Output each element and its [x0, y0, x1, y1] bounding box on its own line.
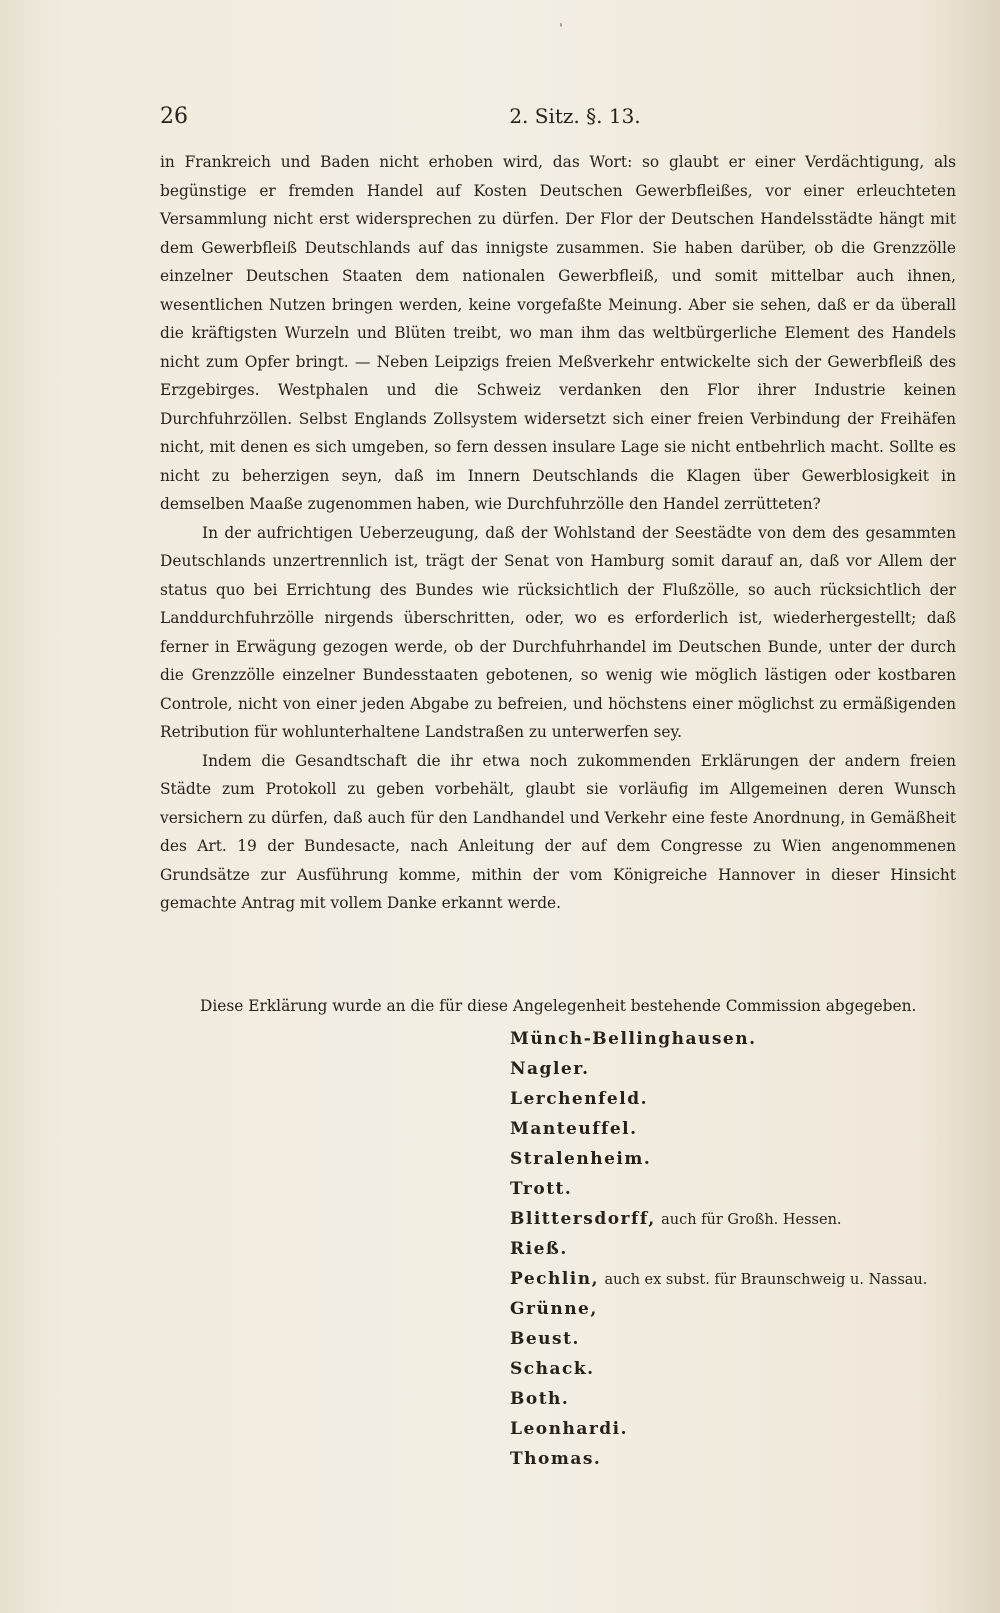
signature-item	[510, 1294, 970, 1324]
signature-list	[510, 1024, 970, 1474]
signature-item	[510, 1024, 970, 1054]
signature-item	[510, 1444, 970, 1474]
paragraph-3: Indem die Gesandtschaft die ihr etwa noch zukommenden Erklärungen der andern freien Städte zum Protokoll zu geben vorbehält, glaubt sie vorläufig im Allgemeinen deren Wunsch versichern zu dürfen, daß auch für den Landhandel und Verkehr eine feste Anordnung, in Gemäßheit des Art. 19 der Bundesacte, nach Anleitung der auf dem Congresse zu Wien angenommenen Grundsätze zur Ausführung komme, mithin der vom Königreiche Hannover in dieser Hinsicht gemachte Antrag mit vollem Danke erkannt werde.	[160, 751, 956, 912]
signature-item	[510, 1414, 970, 1444]
signature-name: Rieß.	[510, 1239, 568, 1259]
signature-item	[510, 1114, 970, 1144]
signature-item	[510, 1264, 970, 1294]
signature-item	[510, 1054, 970, 1084]
page-header	[160, 104, 950, 134]
signature-item	[510, 1384, 970, 1414]
signature-note: auch ex subst. für Braunschweig u. Nassau.	[604, 1272, 928, 1288]
signature-item	[510, 1324, 970, 1354]
signature-name: Beust.	[510, 1329, 580, 1349]
signature-item	[510, 1204, 970, 1234]
body-text	[160, 148, 956, 918]
paper-speck: ˈ	[559, 22, 563, 38]
signature-name: Pechlin,	[510, 1269, 600, 1289]
paragraph-1: in Frankreich und Baden nicht erhoben wird, das Wort: so glaubt er einer Verdächtigung, als begünstige er fremden Handel auf Kosten Deutschen Gewerbfleißes, vor einer erleuchteten Versammlung nicht erst widersprechen zu dürfen. Der Flor der Deutschen Handelsstädte hängt mit dem Gewerbfleiß Deutschlands auf das innigste zusammen. Sie haben darüber, ob die Grenzzölle einzelner Deutschen Staaten dem nationalen Gewerbfleiß, und somit mittelbar auch ihnen, wesentlichen Nutzen bringen werden, keine vorgefaßte Meinung. Aber sie sehen, daß er da überall die kräftigsten Wurzeln und Blüten treibt, wo man ihm das weltbürgerliche Element des Handels nicht zum Opfer bringt. — Neben Leipzigs freien Meßverkehr entwickelte sich der Gewerbfleiß des Erzgebirges. Westphalen und die Schweiz verdanken den Flor ihrer Industrie keinen Durchfuhrzöllen. Selbst Englands Zollsystem widersetzt sich einer freien Verbindung der Freihäfen nicht, mit denen es sich umgeben, so fern dessen insulare Lage sie nicht entbehrlich macht. Sollte es nicht zu beherzigen seyn, daß im Innern Deutschlands die Klagen über Gewerblosigkeit in demselben Maaße zugenommen haben, wie Durchfuhrzölle den Handel zerrütteten?	[160, 153, 956, 513]
signature-name: Lerchenfeld.	[510, 1089, 649, 1109]
closing-statement: Diese Erklärung wurde an die für diese Angelegenheit bestehende Commission abgegeben.	[200, 997, 917, 1015]
signature-name: Blittersdorff,	[510, 1209, 656, 1229]
signature-name: Manteuffel.	[510, 1119, 638, 1139]
signature-name: Stralenheim.	[510, 1149, 652, 1169]
signature-name: Münch-Bellinghausen.	[510, 1029, 757, 1049]
signature-name: Nagler.	[510, 1059, 590, 1079]
paragraph-2: In der aufrichtigen Ueberzeugung, daß der Wohlstand der Seestädte von dem des gesammten Deutschlands unzertrennlich ist, trägt der Senat von Hamburg somit darauf an, daß vor Allem der status quo bei Errichtung des Bundes wie rücksichtlich der Flußzölle, so auch rücksichtlich der Landdurchfuhrzölle nirgends überschritten, oder, wo es erforderlich ist, wiederhergestellt; daß ferner in Erwägung gezogen werde, ob der Durchfuhrhandel im Deutschen Bunde, unter der durch die Grenzzölle einzelner Bundesstaaten gebotenen, so wenig wie möglich lästigen oder kostbaren Controle, nicht von einer jeden Abgabe zu befreien, und höchstens einer möglichst zu ermäßigenden Retribution für wohlunterhaltene Landstraßen zu unterwerfen sey.	[160, 523, 956, 741]
running-head: 2. Sitz. §. 13.	[509, 104, 641, 128]
signature-name: Both.	[510, 1389, 570, 1409]
page-number: 26	[160, 104, 188, 129]
signature-item	[510, 1354, 970, 1384]
signature-name: Thomas.	[510, 1449, 602, 1469]
signature-note: auch für Großh. Hessen.	[661, 1212, 842, 1228]
signature-item	[510, 1144, 970, 1174]
signature-name: Grünne,	[510, 1299, 598, 1319]
signature-item	[510, 1084, 970, 1114]
signature-name: Trott.	[510, 1179, 573, 1199]
signature-item	[510, 1234, 970, 1264]
signature-name: Leonhardi.	[510, 1419, 629, 1439]
signature-name: Schack.	[510, 1359, 595, 1379]
signature-item	[510, 1174, 970, 1204]
